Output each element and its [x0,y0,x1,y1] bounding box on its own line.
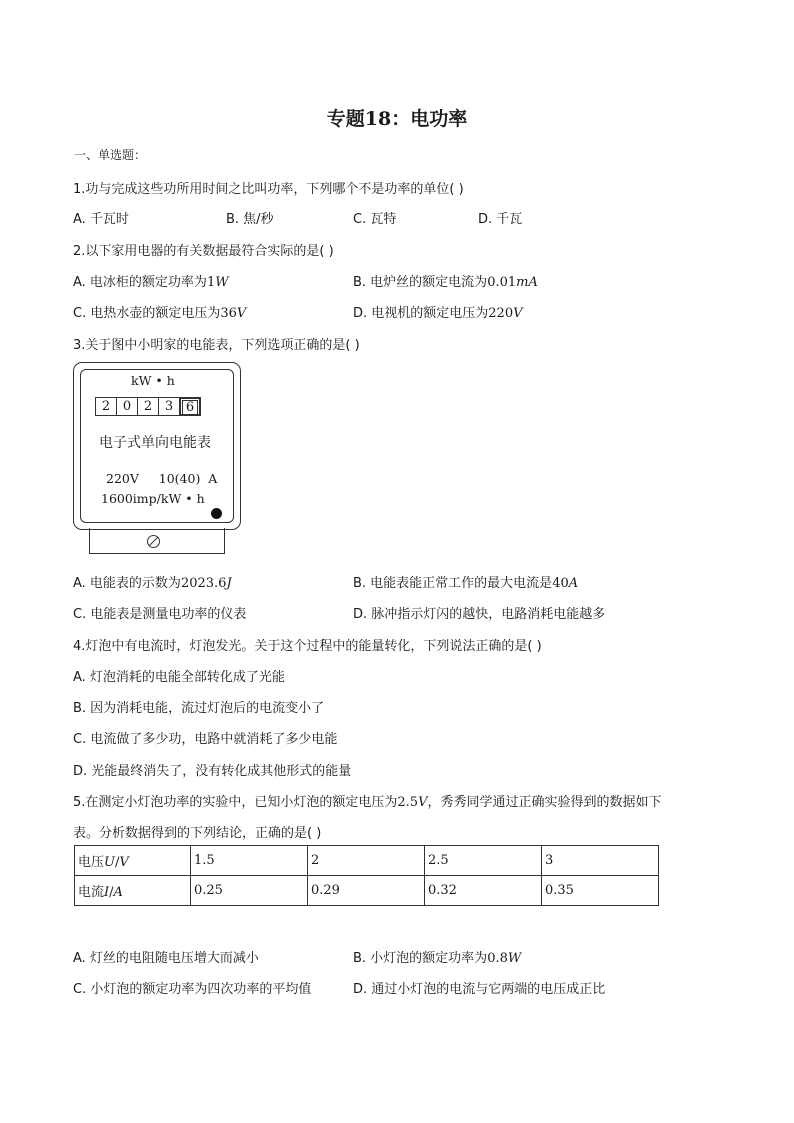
q5-stem-value: 2.5 [397,795,419,810]
table-cell: 0.32 [425,876,542,906]
meter-digit: 0 [116,397,138,416]
meter-unit-label: kW • h [131,373,175,388]
q5-option-a: A. 灯丝的电阻随电压增大而减小 [73,951,259,966]
q2-option-a-unit: W [215,275,229,290]
q3-option-b-text: B. 电能表能正常工作的最大电流是 [353,576,553,591]
q3-option-d: D. 脉冲指示灯闪的越快，电路消耗电能越多 [353,607,606,622]
table-cell: 2 [308,846,425,876]
question-5-stem-line2: 表。分析数据得到的下列结论，正确的是( ) [73,826,322,841]
q4-option-b: B. 因为消耗电能，流过灯泡后的电流变小了 [73,701,325,716]
q2-option-a-value: 1 [206,275,216,290]
q5-stem-text: 5.在测定小灯泡功率的实验中，已知小灯泡的额定电压为 [73,795,398,810]
q5-option-d: D. 通过小灯泡的电流与它两端的电压成正比 [353,982,606,997]
q2-option-c-unit: V [236,306,247,321]
q2-option-b-text: B. 电炉丝的额定电流为 [353,275,488,290]
q1-option-d: D. 千瓦 [478,212,523,227]
q3-option-b-value: 40 [552,576,569,591]
q2-option-b-value: 0.01 [487,275,517,290]
meter-decimal-digit [179,397,201,416]
meter-name: 电子式单向电能表 [99,435,211,451]
q5-stem-unit: V [418,795,428,810]
q5-option-c: C. 小灯泡的额定功率为四次功率的平均值 [73,982,312,997]
table-cell: 2.5 [425,846,542,876]
q3-option-a-unit: J [226,576,232,591]
q2-option-d-value: 220 [488,306,514,321]
section-heading: 一、单选题： [74,148,147,162]
q3-option-c: C. 电能表是测量电功率的仪表 [73,607,247,622]
q2-option-d-text: D. 电视机的额定电压为 [353,306,489,321]
table-cell: 0.25 [191,876,308,906]
meter-digit: 3 [158,397,180,416]
q3-option-b-unit: A [568,576,579,591]
table-row [75,846,659,876]
table-header-current: 电流I/A [75,876,191,906]
q2-option-c-text: C. 电热水壶的额定电压为 [73,306,221,321]
question-3-stem: 3.关于图中小明家的电能表，下列选项正确的是( ) [73,338,360,353]
q2-option-b [353,271,538,290]
q2-option-a-text: A. 电冰柜的额定功率为 [73,275,207,290]
table-cell: 3 [542,846,659,876]
q1-option-c: C. 瓦特 [353,212,397,227]
q5-option-b-value: 0.8 [487,951,508,966]
q5-option-b-unit: W [507,951,522,966]
question-2-stem: 2.以下家用电器的有关数据最符合实际的是( ) [73,244,334,259]
screw-icon [147,535,160,548]
q5-option-b [353,947,521,966]
question-4-stem: 4.灯泡中有电流时，灯泡发光。关于这个过程中的能量转化，下列说法正确的是( ) [73,639,542,654]
q4-option-c: C. 电流做了多少功，电路中就消耗了多少电能 [73,732,338,747]
q4-option-a: A. 灯泡消耗的电能全部转化成了光能 [73,670,285,685]
q2-option-d [353,302,523,321]
q3-option-a-value: 2023.6 [180,576,227,591]
q5-option-b-text: B. 小灯泡的额定功率为 [353,951,488,966]
q3-option-a [73,572,232,591]
meter-digit-display [96,397,201,416]
q2-option-c-value: 36 [220,306,237,321]
table-cell: 0.29 [308,876,425,906]
meter-digit: 2 [95,397,117,416]
question-1-stem: 1.功与完成这些功所用时间之比叫功率，下列哪个不是功率的单位( ) [73,182,464,197]
meter-decimal-digit-value: 6 [182,400,198,415]
data-table [74,845,659,906]
q2-option-d-unit: V [513,306,523,321]
q3-option-b [353,572,578,591]
meter-digit: 2 [137,397,159,416]
table-row [75,876,659,906]
table-cell: 0.35 [542,876,659,906]
meter-constant: 1600imp/kW • h [101,491,205,506]
pulse-indicator-light [211,508,222,519]
meter-rating: 220V 10(40) A [106,471,218,486]
q1-option-a: A. 千瓦时 [73,212,129,227]
q2-option-b-unit: mA [516,275,538,290]
q2-option-c [73,302,246,321]
page-title: 专题18：电功率 [326,108,468,130]
question-5-stem-line1 [73,791,662,810]
q2-option-a [73,271,229,290]
q3-option-a-text: A. 电能表的示数为 [73,576,181,591]
table-header-voltage: 电压U/V [75,846,191,876]
q1-option-b: B. 焦/秒 [226,212,274,227]
q5-stem-text-cont: ，秀秀同学通过正确实验得到的数据如下 [427,795,662,810]
q4-option-d: D. 光能最终消失了，没有转化成其他形式的能量 [73,764,352,779]
table-cell: 1.5 [191,846,308,876]
